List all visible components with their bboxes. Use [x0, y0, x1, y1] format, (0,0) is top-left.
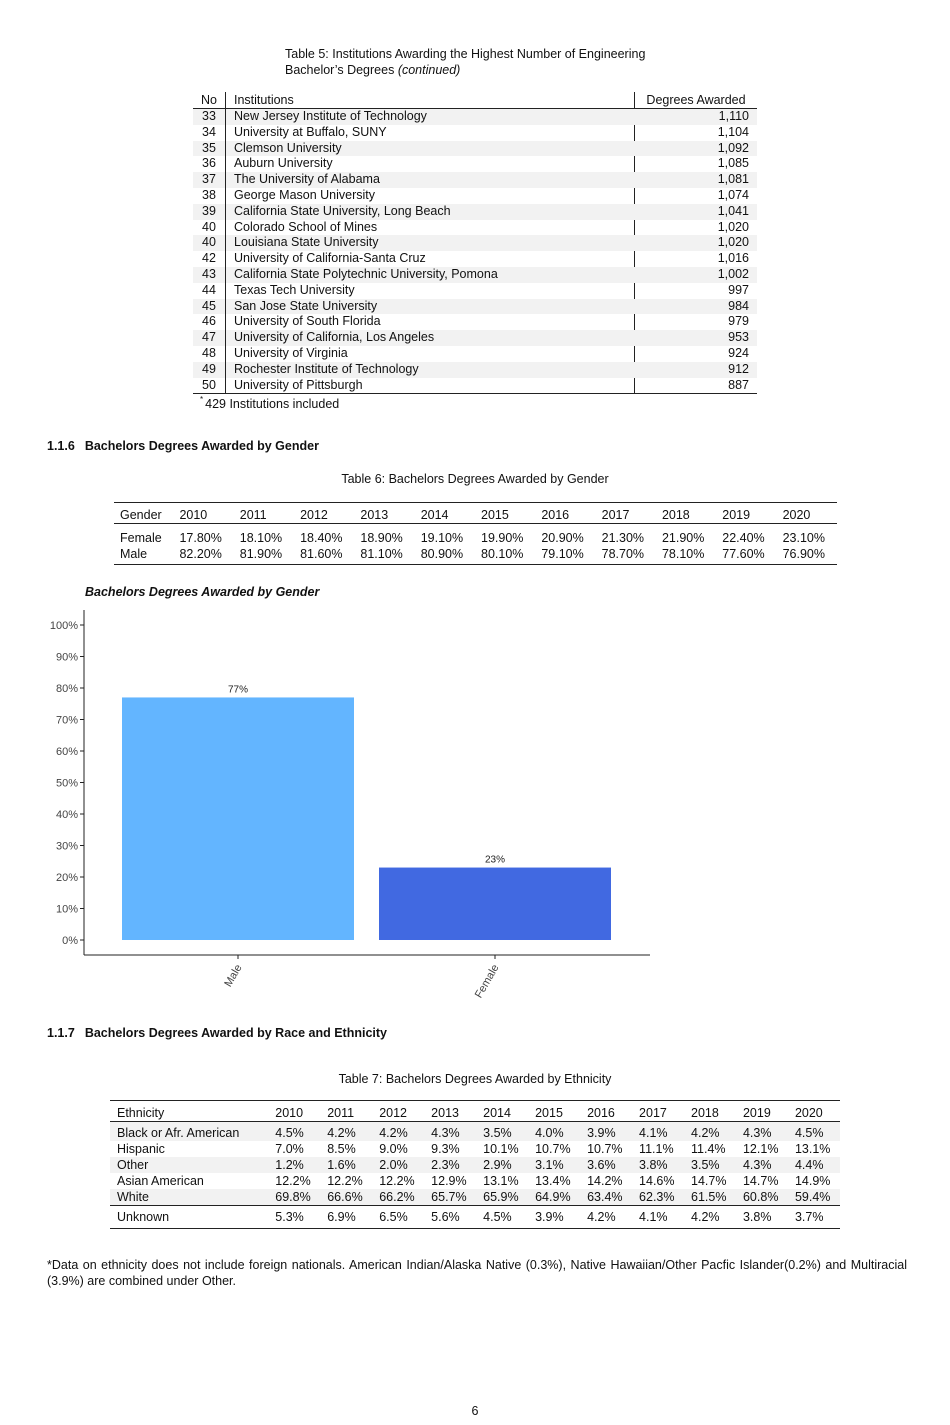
x-tick-label: Female [472, 962, 502, 1001]
table5-header-cell: Degrees Awarded [635, 92, 758, 109]
table-cell: 2.0% [372, 1157, 424, 1173]
bar-female [379, 868, 611, 940]
table6-header-cell: 2012 [294, 503, 354, 524]
table-cell: 43 [193, 267, 226, 283]
table-cell: 79.10% [535, 546, 595, 565]
table7-header-cell: 2010 [268, 1101, 320, 1122]
table6-header-cell: 2015 [475, 503, 535, 524]
table-cell: New Jersey Institute of Technology [226, 109, 635, 125]
y-tick-label: 30% [55, 840, 78, 853]
table-cell: 39 [193, 204, 226, 220]
y-tick-label: 50% [55, 777, 78, 790]
table6-header-cell: 2014 [415, 503, 475, 524]
table-cell: 3.5% [684, 1157, 736, 1173]
table5-caption-line2: Bachelor’s Degrees [285, 63, 395, 77]
table-cell: 984 [635, 299, 758, 315]
table-cell: University of California, Los Angeles [226, 330, 635, 346]
table-cell: 40 [202, 219, 216, 234]
table-cell: 979 [635, 314, 758, 330]
table-cell: 65.7% [424, 1189, 476, 1206]
table-cell: 76.90% [777, 546, 837, 565]
table5-caption-line1: Table 5: Institutions Awarding the Highest Number of Engineering [285, 47, 646, 61]
table6-header-cell: 2010 [173, 503, 233, 524]
y-tick-label: 90% [55, 651, 78, 664]
section-number: 1.1.7 [47, 1026, 75, 1040]
table6-header-cell: 2018 [656, 503, 716, 524]
table5 [193, 92, 757, 394]
table-row [193, 125, 757, 141]
table-cell: Asian American [117, 1174, 204, 1188]
table-cell: 13.1% [483, 1174, 519, 1188]
table-cell: 14.9% [794, 1174, 831, 1188]
table-cell: Clemson University [226, 141, 635, 157]
table-cell: 4.3% [736, 1157, 788, 1173]
table7-header-cell: 2019 [736, 1101, 788, 1122]
ethnicity-footnote: *Data on ethnicity does not include foreign nationals. American Indian/Alaska Native (0.3%), Native Hawaiian/Other Pacfic Islander(0.2%) and Multiracial (3.9%) are combined under Other. [47, 1258, 907, 1288]
table-cell: University of Pittsburgh [226, 378, 635, 394]
table-cell: The University of Alabama [226, 172, 635, 188]
table6-header-cell: 2019 [716, 503, 776, 524]
table-cell: 12.2% [275, 1174, 311, 1188]
table-cell: Male [114, 546, 173, 565]
table-cell: 34 [202, 124, 216, 139]
table-row [193, 109, 757, 125]
table-cell: 40 [193, 235, 226, 251]
table-cell: White [110, 1189, 268, 1206]
table-cell: 7.0% [275, 1142, 304, 1156]
table-cell: 1,085 [635, 156, 758, 172]
table7-header-cell: 2011 [320, 1101, 372, 1122]
table-cell: 49 [193, 362, 226, 378]
table7-header-cell: 2018 [684, 1101, 736, 1122]
table-cell: 59.4% [788, 1189, 840, 1206]
table-cell: 10.7% [587, 1142, 623, 1156]
gender-bar-chart [40, 585, 506, 1001]
table-row [193, 235, 757, 251]
table-cell: 22.40% [722, 531, 765, 545]
table6-caption: Table 6: Bachelors Degrees Awarded by Gender [341, 472, 609, 486]
table-cell: 81.60% [294, 546, 354, 565]
table-cell: 48 [202, 345, 216, 360]
table-cell: 4.5% [476, 1206, 528, 1229]
table-cell: 1,104 [635, 125, 758, 141]
table-row [193, 378, 757, 394]
table-cell: 1,020 [635, 220, 758, 236]
table-cell: 4.5% [788, 1122, 840, 1142]
table-cell: 77.60% [716, 546, 776, 565]
table-cell: 82.20% [173, 546, 233, 565]
table-cell: Black or Afr. American [110, 1122, 268, 1142]
table-cell: 20.90% [541, 531, 584, 545]
table-cell: 14.7% [742, 1174, 779, 1188]
table-cell: 12.1% [742, 1142, 779, 1156]
table6-header-cell: 2016 [535, 503, 595, 524]
table-cell: 80.90% [415, 546, 475, 565]
table-cell: 3.9% [580, 1122, 632, 1142]
table-cell: 65.9% [476, 1189, 528, 1206]
table6-header-cell: Gender [114, 503, 173, 524]
table-cell: 3.8% [632, 1157, 684, 1173]
table-cell: 6.5% [372, 1206, 424, 1229]
table-row [193, 346, 757, 362]
table-cell: 78.10% [656, 546, 716, 565]
table-cell: 21.30% [601, 531, 645, 545]
table-cell: 63.4% [580, 1189, 632, 1206]
table-cell: 2.9% [476, 1157, 528, 1173]
table-cell: Colorado School of Mines [226, 220, 635, 236]
table-cell: 46 [202, 314, 216, 329]
table-cell: 1,002 [635, 267, 758, 283]
table-cell: 4.2% [684, 1122, 736, 1142]
table6-header-cell: 2017 [596, 503, 656, 524]
table5-header-cell: No [193, 92, 226, 109]
table7-header-cell: 2020 [788, 1101, 840, 1122]
table7-header-cell: Ethnicity [110, 1101, 268, 1122]
table-cell: 19.10% [420, 531, 464, 545]
table-cell: 78.70% [596, 546, 656, 565]
table-cell: 50 [193, 378, 226, 394]
section-heading-117 [47, 1026, 387, 1040]
table-cell: 12.2% [327, 1174, 363, 1188]
table-cell: 23.10% [782, 531, 825, 545]
table5-header-cell: Institutions [226, 92, 635, 109]
table-cell: 80.10% [475, 546, 535, 565]
table-cell: 19.90% [481, 531, 524, 545]
table-cell: 60.8% [736, 1189, 788, 1206]
table-cell: 44 [202, 282, 216, 297]
table-cell: 13.1% [794, 1142, 831, 1156]
y-tick-label: 100% [49, 620, 78, 632]
table-cell: 1,092 [635, 141, 758, 157]
table-cell: 66.6% [320, 1189, 372, 1206]
table7-header-cell: 2014 [476, 1101, 528, 1122]
table5-note [200, 395, 339, 411]
table-row [193, 314, 757, 330]
table-cell: 47 [193, 330, 226, 346]
table-cell: 4.4% [788, 1157, 840, 1173]
table5-caption [285, 46, 645, 78]
table-cell: 17.80% [179, 531, 222, 545]
table-cell: Auburn University [226, 156, 635, 172]
table-cell: San Jose State University [226, 299, 635, 315]
table-row [114, 546, 837, 565]
table-cell: 4.3% [736, 1122, 788, 1142]
table-cell: 42 [202, 251, 216, 266]
table-cell: 6.9% [320, 1206, 372, 1229]
table-cell: 14.2% [587, 1174, 623, 1188]
table-row [193, 251, 757, 267]
section-heading-116 [47, 439, 319, 453]
table6-header-cell: 2013 [354, 503, 414, 524]
bar-value-label: 23% [484, 854, 506, 866]
table-cell: 12.2% [379, 1174, 415, 1188]
table-cell: Texas Tech University [226, 283, 635, 299]
table7-header-cell: 2015 [528, 1101, 580, 1122]
table-cell: 1,016 [635, 251, 758, 267]
table-cell: 5.6% [424, 1206, 476, 1229]
x-tick-label: Male [222, 962, 245, 990]
table-cell: 953 [635, 330, 758, 346]
table-cell: 4.2% [372, 1122, 424, 1142]
table-cell: George Mason University [226, 188, 635, 204]
table-cell: 11.4% [691, 1142, 726, 1156]
table-cell: 4.5% [268, 1122, 320, 1142]
y-tick-label: 80% [55, 683, 78, 695]
table-row [110, 1189, 840, 1206]
table-row [193, 156, 757, 172]
table-cell: 66.2% [372, 1189, 424, 1206]
table-cell: Rochester Institute of Technology [226, 362, 635, 378]
table-cell: 13.4% [535, 1174, 571, 1188]
table6-header-cell: 2011 [234, 503, 294, 524]
table-cell: Female [120, 531, 162, 545]
table-row [110, 1206, 840, 1229]
table-row [193, 220, 757, 236]
bar-male [122, 697, 354, 940]
table6-header-row [114, 503, 837, 524]
table-cell: 4.2% [580, 1206, 632, 1229]
table7-header-cell: 2013 [424, 1101, 476, 1122]
table-cell: 1,020 [635, 235, 758, 251]
table-cell: 35 [193, 141, 226, 157]
y-tick-label: 60% [55, 746, 78, 758]
table7-header-cell: 2012 [372, 1101, 424, 1122]
table-cell: 10.1% [483, 1142, 519, 1156]
y-tick-label: 0% [62, 935, 78, 947]
table-cell: 3.6% [580, 1157, 632, 1173]
table-cell: 8.5% [327, 1142, 356, 1156]
table-cell: 4.0% [528, 1122, 580, 1142]
section-title: Bachelors Degrees Awarded by Race and Ethnicity [84, 1026, 388, 1040]
table-cell: 9.0% [379, 1142, 408, 1156]
table-row [193, 188, 757, 204]
chart-title: Bachelors Degrees Awarded by Gender [85, 585, 320, 599]
table-row [193, 141, 757, 157]
table7 [110, 1100, 840, 1229]
page-number: 6 [471, 1404, 479, 1418]
table-row [110, 1141, 840, 1157]
table-cell: 912 [635, 362, 758, 378]
table-cell: 64.9% [528, 1189, 580, 1206]
table6-header-cell: 2020 [777, 503, 837, 524]
table7-header-cell: 2016 [580, 1101, 632, 1122]
table-cell: 997 [635, 283, 758, 299]
table-cell: 4.2% [320, 1122, 372, 1142]
table-cell: 3.7% [788, 1206, 840, 1229]
table-cell: 4.1% [632, 1206, 684, 1229]
table-cell: Unknown [110, 1206, 268, 1229]
table5-header-row [193, 92, 757, 109]
table-cell: 18.90% [360, 531, 403, 545]
table-cell: California State University, Long Beach [226, 204, 635, 220]
table7-caption: Table 7: Bachelors Degrees Awarded by Ethnicity [338, 1072, 612, 1086]
table-cell: 10.7% [535, 1142, 571, 1156]
table-cell: 81.10% [354, 546, 414, 565]
table-cell: 2.3% [424, 1157, 476, 1173]
table-cell: 1,110 [635, 109, 758, 125]
table-cell: 61.5% [684, 1189, 736, 1206]
table-cell: University of Virginia [226, 346, 635, 362]
table-cell: 1,081 [635, 172, 758, 188]
table5-note-mark: * [200, 395, 204, 404]
y-tick-label: 10% [55, 903, 78, 916]
table-cell: 45 [193, 299, 226, 315]
table5-caption-continued: (continued) [397, 63, 461, 77]
chart-plot [40, 610, 680, 1030]
table-cell: 5.3% [268, 1206, 320, 1229]
table-cell: 12.9% [431, 1174, 467, 1188]
table-cell: University of California-Santa Cruz [226, 251, 635, 267]
table-cell: 37 [193, 172, 226, 188]
table-cell: 3.5% [476, 1122, 528, 1142]
table-cell: 69.8% [268, 1189, 320, 1206]
table-cell: 18.10% [239, 531, 283, 545]
table-cell: 1.2% [268, 1157, 320, 1173]
table-cell: Other [110, 1157, 268, 1173]
table-cell: 1,074 [635, 188, 758, 204]
table7-header-cell: 2017 [632, 1101, 684, 1122]
table7-header-row [110, 1101, 840, 1122]
table-cell: California State Polytechnic University, Pomona [226, 267, 635, 283]
table-cell: 9.3% [431, 1142, 460, 1156]
table-cell: 1.6% [320, 1157, 372, 1173]
table-row [193, 299, 757, 315]
table-cell: 38 [202, 187, 216, 202]
table-cell: 33 [193, 109, 226, 125]
table-cell: Hispanic [117, 1142, 165, 1156]
table-cell: 4.1% [632, 1122, 684, 1142]
table-cell: 3.9% [528, 1206, 580, 1229]
table-row [193, 283, 757, 299]
table-cell: 11.1% [639, 1142, 674, 1156]
table-cell: 924 [635, 346, 758, 362]
bar-value-label: 77% [227, 684, 249, 696]
table-row [193, 362, 757, 378]
table6 [114, 502, 837, 565]
table-cell: 4.2% [684, 1206, 736, 1229]
table-cell: University at Buffalo, SUNY [226, 125, 635, 141]
y-tick-label: 70% [55, 714, 78, 727]
table-cell: 14.6% [639, 1174, 675, 1188]
table-row [110, 1122, 840, 1142]
y-tick-label: 40% [55, 809, 78, 821]
table-cell: 887 [635, 378, 758, 394]
table-row [114, 524, 837, 547]
table-cell: 18.40% [300, 531, 343, 545]
table-row [110, 1157, 840, 1173]
table-cell: 21.90% [661, 531, 705, 545]
table-row [193, 172, 757, 188]
section-title: Bachelors Degrees Awarded by Gender [84, 439, 319, 453]
table-cell: 36 [202, 156, 216, 171]
table-cell: 1,041 [635, 204, 758, 220]
table-row [193, 267, 757, 283]
table-row [193, 330, 757, 346]
table-row [110, 1173, 840, 1189]
section-number: 1.1.6 [47, 439, 75, 453]
y-tick-label: 20% [55, 872, 78, 884]
table-cell: 3.1% [528, 1157, 580, 1173]
table-cell: 62.3% [632, 1189, 684, 1206]
table-row [193, 204, 757, 220]
table-cell: 81.90% [234, 546, 294, 565]
table5-note-text: 429 Institutions included [205, 397, 340, 411]
table-cell: 14.7% [691, 1174, 727, 1188]
table-cell: 4.3% [424, 1122, 476, 1142]
table-cell: Louisiana State University [226, 235, 635, 251]
table-cell: 3.8% [736, 1206, 788, 1229]
table-cell: University of South Florida [226, 314, 635, 330]
